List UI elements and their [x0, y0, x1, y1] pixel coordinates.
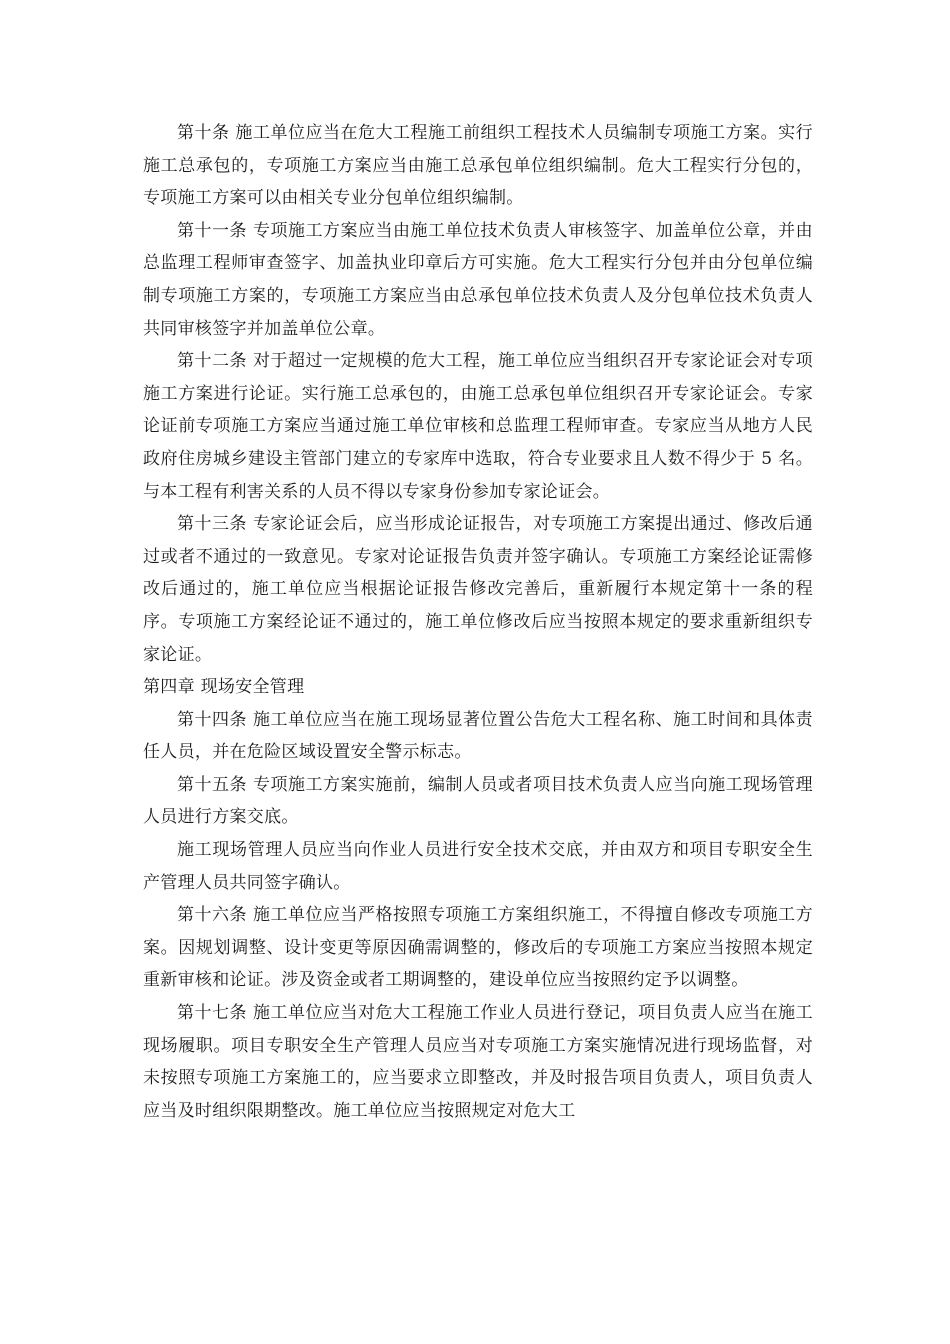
- article-17-paragraph: 第十七条 施工单位应当对危大工程施工作业人员进行登记，项目负责人应当在施工现场履职。项目专职安全生产管理人员应当对专项施工方案实施情况进行现场监督，对未按照专项施工方案施工的，应当要求立即整改，并及时报告项目负责人，项目负责人应当及时组织限期整改。施工单位应当按照规定对危大工: [143, 1003, 813, 1121]
- document-page: [143, 117, 813, 1127]
- article-13-paragraph: 第十三条 专家论证会后，应当形成论证报告，对专项施工方案提出通过、修改后通过或者不通过的一致意见。专家对论证报告负责并签字确认。专项施工方案经论证需修改后通过的，施工单位应当根据论证报告修改完善后，重新履行本规定第十一条的程序。专项施工方案经论证不通过的，施工单位修改后应当按照本规定的要求重新组织专家论证。: [143, 514, 813, 665]
- article-10-paragraph: 第十条 施工单位应当在危大工程施工前组织工程技术人员编制专项施工方案。实行施工总承包的，专项施工方案应当由施工总承包单位组织编制。危大工程实行分包的，专项施工方案可以由相关专业分包单位组织编制。: [143, 123, 813, 209]
- article-12-paragraph: 第十二条 对于超过一定规模的危大工程，施工单位应当组织召开专家论证会对专项施工方案进行论证。实行施工总承包的，由施工总承包单位组织召开专家论证会。专家论证前专项施工方案应当通过施工单位审核和总监理工程师审查。专家应当从地方人民政府住房城乡建设主管部门建立的专家库中选取，符合专业要求且人数不得少于 5 名。与本工程有利害关系的人员不得以专家身份参加专家论证会。: [143, 351, 813, 502]
- article-15-paragraph: 第十五条 专项施工方案实施前，编制人员或者项目技术负责人应当向施工现场管理人员进行方案交底。: [143, 774, 813, 828]
- article-14-paragraph: 第十四条 施工单位应当在施工现场显著位置公告危大工程名称、施工时间和具体责任人员，并在危险区域设置安全警示标志。: [143, 709, 813, 763]
- article-11-paragraph: 第十一条 专项施工方案应当由施工单位技术负责人审核签字、加盖单位公章，并由总监理工程师审查签字、加盖执业印章后方可实施。危大工程实行分包并由分包单位编制专项施工方案的，专项施工方案应当由总承包单位技术负责人及分包单位技术负责人共同审核签字并加盖单位公章。: [143, 220, 813, 339]
- article-15-continuation-paragraph: 施工现场管理人员应当向作业人员进行安全技术交底，并由双方和项目专职安全生产管理人员共同签字确认。: [143, 840, 813, 893]
- article-16-paragraph: 第十六条 施工单位应当严格按照专项施工方案组织施工，不得擅自修改专项施工方案。因规划调整、设计变更等原因确需调整的，修改后的专项施工方案应当按照本规定重新审核和论证。涉及资金或者工期调整的，建设单位应当按照约定予以调整。: [143, 905, 813, 991]
- chapter-4-heading: 第四章 现场安全管理: [143, 677, 305, 698]
